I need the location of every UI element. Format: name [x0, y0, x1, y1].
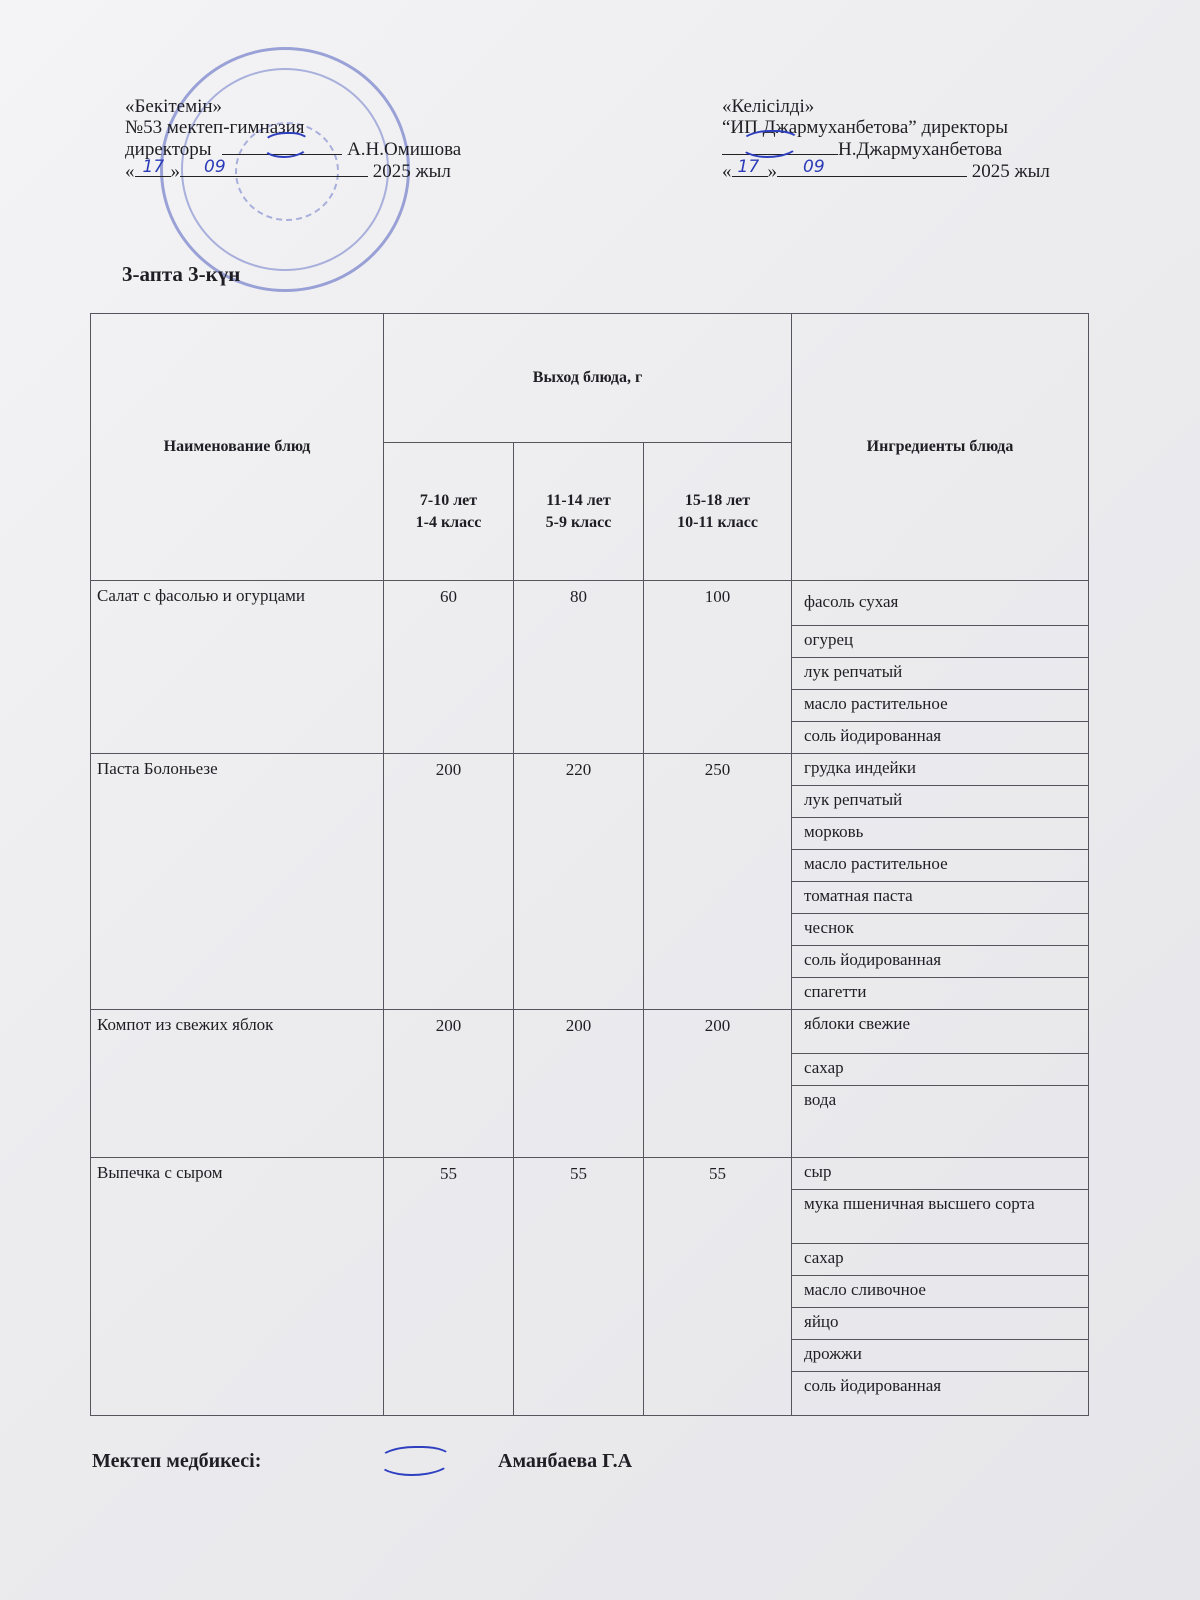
week-day-title: 3-апта 3-күн — [122, 262, 241, 286]
dish-value: 200 — [644, 1010, 792, 1158]
approval-date-line: « 17 » 09 2025 жыл — [722, 157, 1050, 182]
approval-school: №53 мектеп-гимназия — [125, 117, 305, 138]
dish-value: 60 — [384, 581, 514, 754]
ingredient: чеснок — [792, 914, 1089, 946]
approval-role: директоры — [125, 139, 212, 160]
signature-blank — [222, 138, 342, 155]
menu-table — [90, 313, 1089, 1416]
ingredient: лук репчатый — [792, 658, 1089, 690]
dish-value: 55 — [644, 1158, 792, 1416]
table-row — [91, 754, 1089, 786]
table-row — [91, 1158, 1089, 1190]
dish-value: 100 — [644, 581, 792, 754]
table-row — [91, 1010, 1089, 1054]
ingredient: яблоки свежие — [792, 1010, 1089, 1054]
date-day: 17 — [142, 157, 165, 177]
dish-value: 200 — [384, 1010, 514, 1158]
dish-value: 220 — [514, 754, 644, 1010]
ingredient: сахар — [792, 1054, 1089, 1086]
dish-value: 250 — [644, 754, 792, 1010]
ingredient: соль йодированная — [792, 722, 1089, 754]
dish-value: 55 — [514, 1158, 644, 1416]
approval-date-line: « 17 » 09 2025 жыл — [125, 157, 451, 182]
dish-name: Компот из свежих яблок — [91, 1010, 384, 1158]
approval-signer-name: А.Н.Омишова — [347, 139, 462, 160]
ingredient: лук репчатый — [792, 786, 1089, 818]
ingredient: сыр — [792, 1158, 1089, 1190]
dish-value: 80 — [514, 581, 644, 754]
ingredient: мука пшеничная высшего сорта — [792, 1190, 1089, 1244]
ingredient: вода — [792, 1086, 1089, 1158]
dish-value: 200 — [514, 1010, 644, 1158]
approval-signer-line — [125, 138, 461, 160]
date-day: 17 — [737, 157, 760, 177]
dish-value: 55 — [384, 1158, 514, 1416]
ingredient: морковь — [792, 818, 1089, 850]
signature-mark — [262, 132, 310, 158]
header-age-group: 15-18 лет 10-11 класс — [644, 443, 792, 581]
date-year: 2025 жыл — [971, 161, 1050, 182]
approval-title: «Келісілді» — [722, 96, 815, 117]
ingredient: соль йодированная — [792, 946, 1089, 978]
ingredient: яйцо — [792, 1308, 1089, 1340]
approval-block-left — [125, 96, 461, 182]
ingredient: фасоль сухая — [792, 581, 1089, 626]
header-dish-name: Наименование блюд — [91, 314, 384, 581]
ingredient: огурец — [792, 626, 1089, 658]
approval-company: “ИП Джармуханбетова” директоры — [722, 117, 1009, 138]
header-age-group: 7-10 лет 1-4 класс — [384, 443, 514, 581]
date-month-blank — [180, 157, 368, 177]
table-row — [91, 581, 1089, 626]
header-output: Выход блюда, г — [384, 314, 792, 443]
date-month: 09 — [803, 157, 825, 177]
approval-signer-line — [722, 138, 1050, 160]
approval-title: «Бекітемін» — [125, 96, 223, 117]
date-day-blank — [135, 157, 171, 177]
signature-blank — [722, 138, 838, 155]
dish-value: 200 — [384, 754, 514, 1010]
ingredient: грудка индейки — [792, 754, 1089, 786]
date-month-blank — [777, 157, 967, 177]
approval-signer-name: Н.Джармуханбетова — [838, 139, 1003, 160]
ingredient: масло сливочное — [792, 1276, 1089, 1308]
nurse-name: Аманбаева Г.А — [498, 1450, 633, 1472]
ingredient: сахар — [792, 1244, 1089, 1276]
date-day-blank — [732, 157, 768, 177]
ingredient: масло растительное — [792, 690, 1089, 722]
signature-mark — [740, 130, 800, 158]
ingredient: томатная паста — [792, 882, 1089, 914]
dish-name: Паста Болоньезе — [91, 754, 384, 1010]
header-age-group: 11-14 лет 5-9 класс — [514, 443, 644, 581]
dish-name: Выпечка с сыром — [91, 1158, 384, 1416]
date-month: 09 — [204, 157, 226, 177]
nurse-label: Мектеп медбикесі: — [92, 1450, 262, 1472]
dish-name: Салат с фасолью и огурцами — [91, 581, 384, 754]
ingredient: дрожжи — [792, 1340, 1089, 1372]
ingredient: соль йодированная — [792, 1372, 1089, 1416]
header-ingredients: Ингредиенты блюда — [792, 314, 1089, 581]
approval-block-right — [722, 96, 1050, 182]
ingredient: спагетти — [792, 978, 1089, 1010]
ingredient: масло растительное — [792, 850, 1089, 882]
date-year: 2025 жыл — [372, 161, 451, 182]
